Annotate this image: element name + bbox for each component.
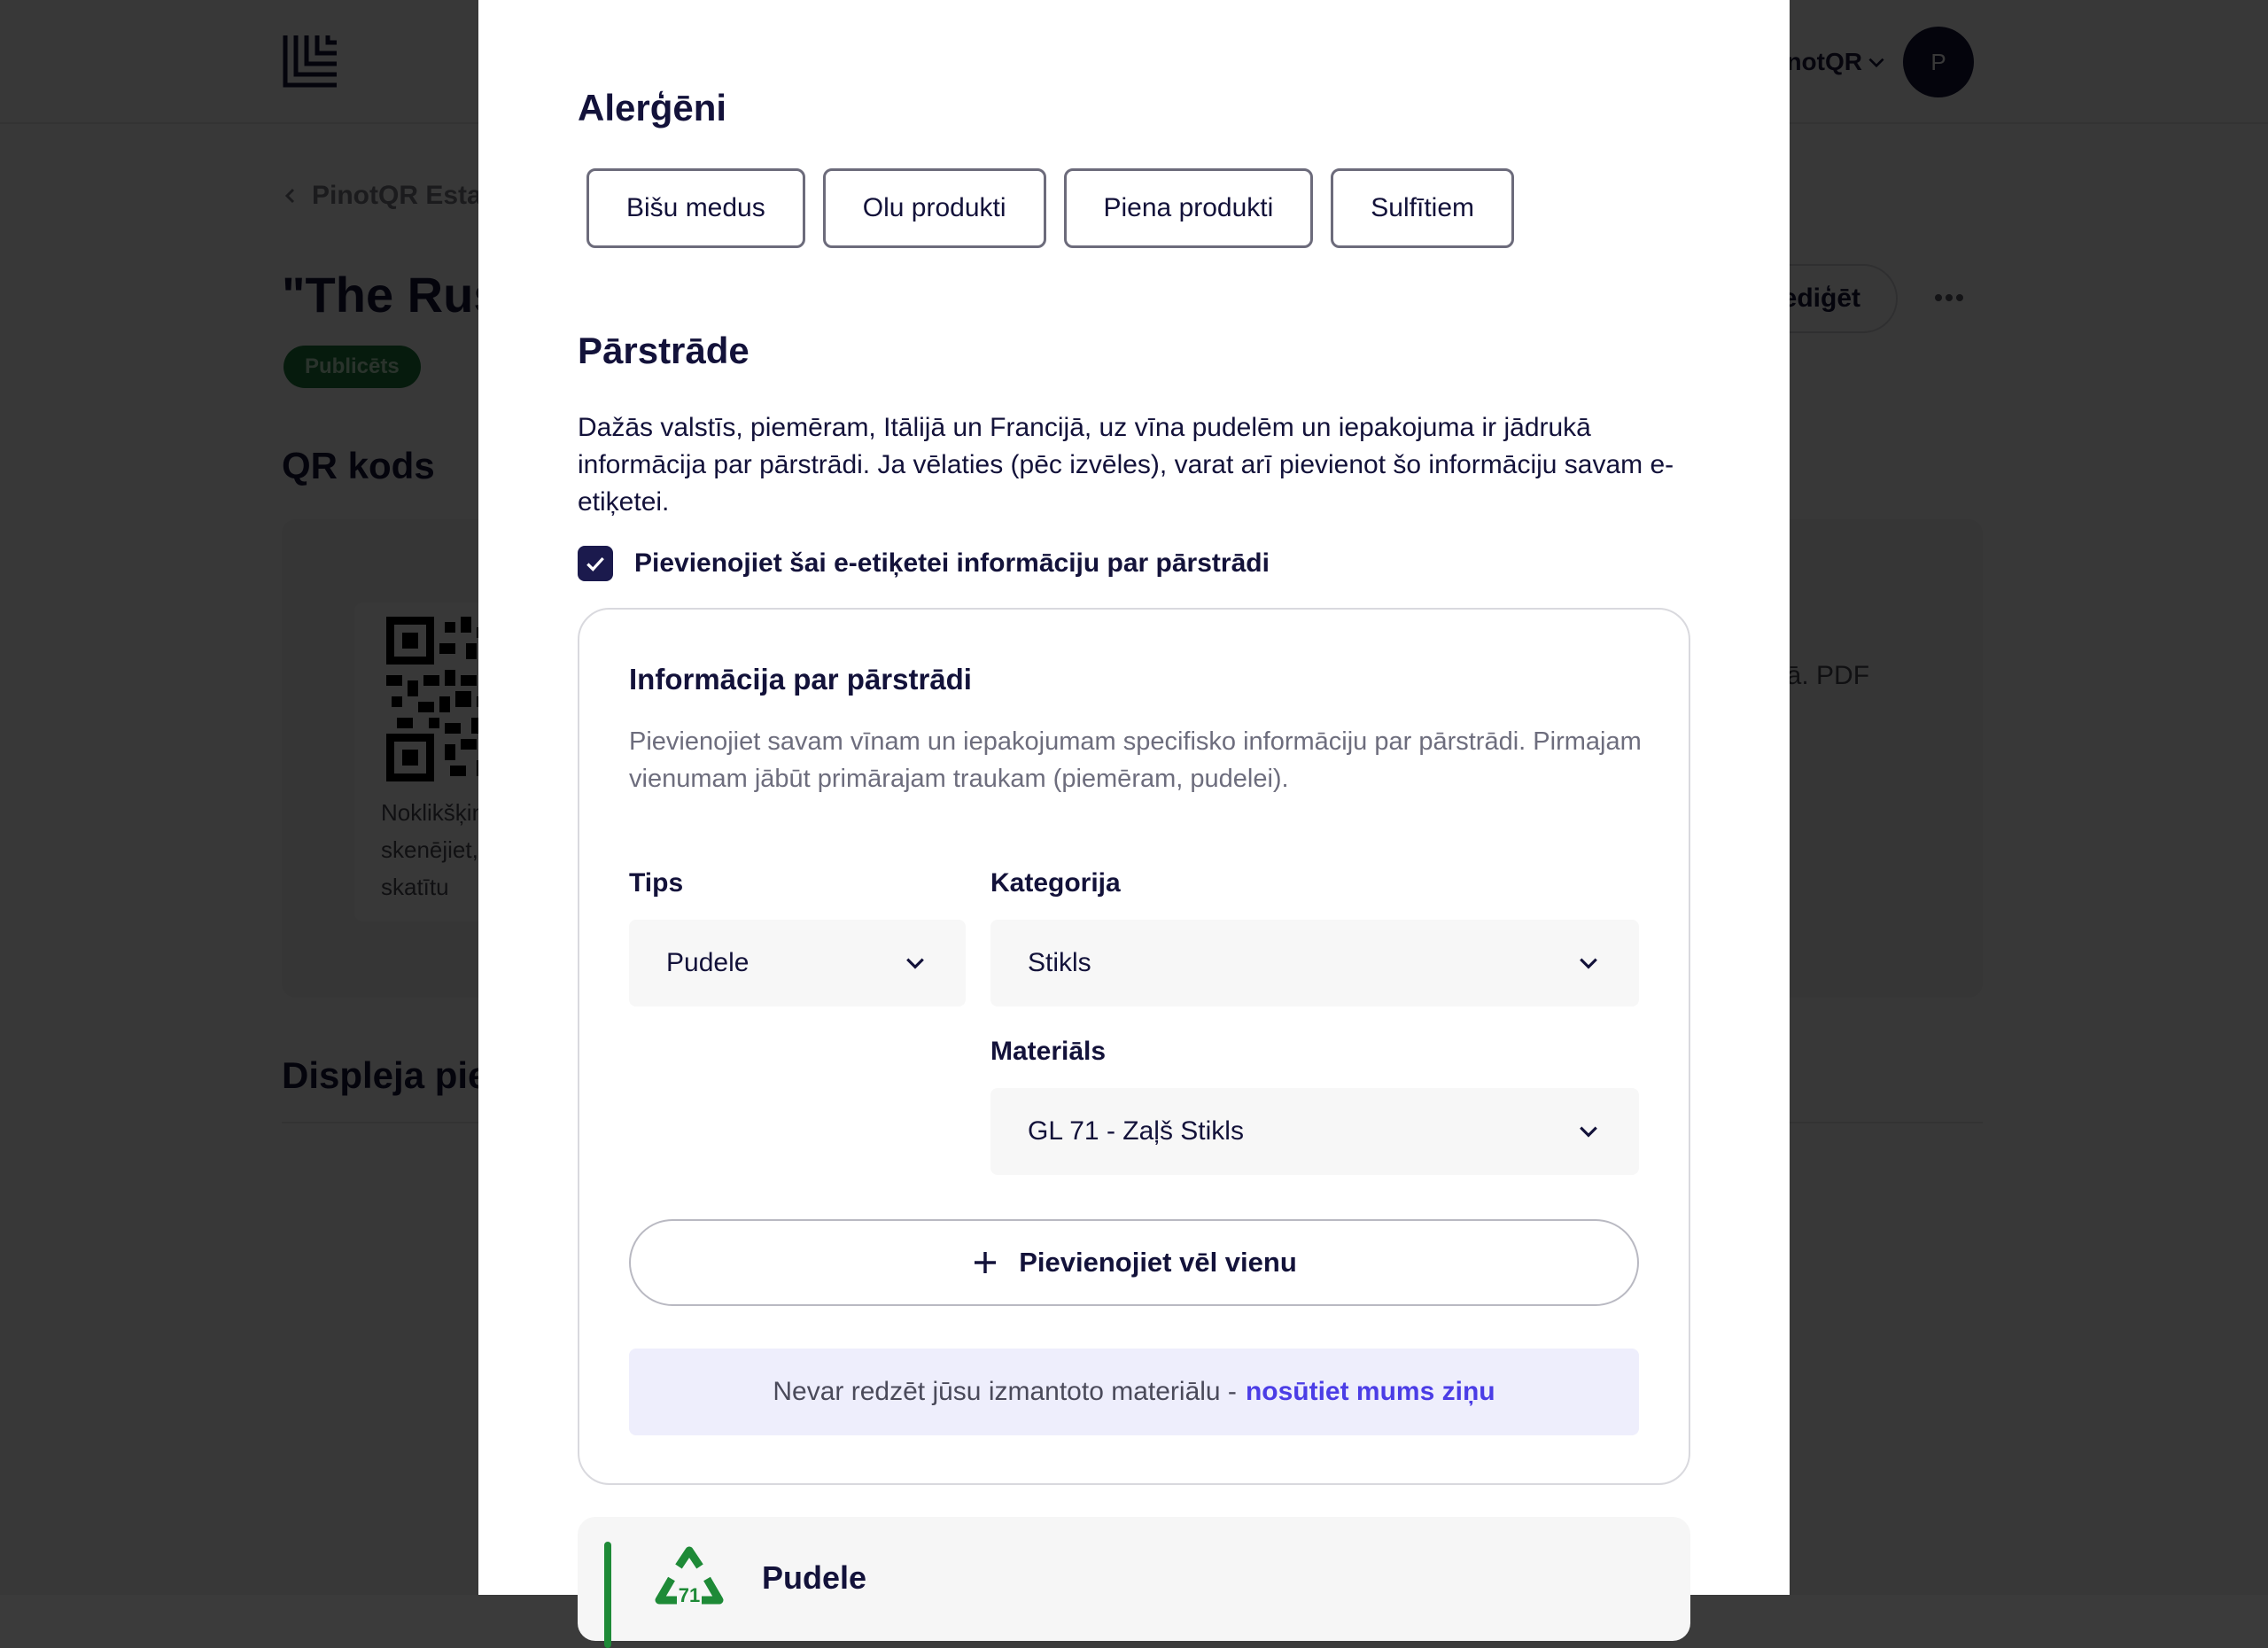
recycling-checkbox-row[interactable] xyxy=(578,546,1270,581)
add-another-button[interactable] xyxy=(629,1219,1639,1306)
category-select[interactable] xyxy=(990,920,1639,1007)
recycling-card-title: Informācija par pārstrādi xyxy=(629,663,972,696)
recycling-checkbox[interactable] xyxy=(578,546,613,581)
type-label: Tips xyxy=(629,868,684,898)
add-another-label: Pievienojiet vēl vienu xyxy=(1019,1247,1297,1278)
recycling-heading: Pārstrāde xyxy=(578,330,750,371)
chevron-down-icon xyxy=(1575,950,1602,976)
chevron-down-icon xyxy=(902,950,928,976)
allergen-chip-list xyxy=(586,168,1514,248)
recycling-preview-item xyxy=(578,1517,1690,1641)
material-select[interactable] xyxy=(990,1088,1639,1175)
contact-us-link[interactable]: nosūtiet mums ziņu xyxy=(1245,1377,1495,1406)
category-select-value: Stikls xyxy=(1028,948,1091,977)
checkmark-icon xyxy=(584,552,607,575)
recycling-checkbox-label[interactable]: Pievienojiet šai e-etiķetei informāciju par pārstrādi xyxy=(634,548,1270,578)
plus-icon xyxy=(971,1248,999,1277)
chevron-down-icon xyxy=(1575,1118,1602,1145)
missing-material-notice xyxy=(629,1349,1639,1435)
allergen-chip-egg[interactable]: Olu produkti xyxy=(823,168,1046,248)
edit-label-modal xyxy=(478,0,1790,1606)
allergens-heading: Alerģēni xyxy=(578,87,727,128)
recycling-description: Dažās valstīs, piemēram, Itālijā un Francijā, uz vīna pudelēm un iepakojuma ir jādrukā informācija par pārstrādi. Ja vēlaties (pēc izvēles), varat arī pievienot šo informāciju savam e-etiķetei. xyxy=(578,413,1674,517)
recycling-info-card xyxy=(578,608,1690,1485)
type-select[interactable] xyxy=(629,920,966,1007)
missing-material-text: Nevar redzēt jūsu izmantoto materiālu - xyxy=(773,1377,1237,1406)
preview-item-label: Pudele xyxy=(762,1559,867,1596)
allergen-chip-sulfites[interactable]: Sulfītiem xyxy=(1331,168,1514,248)
material-select-value: GL 71 - Zaļš Stikls xyxy=(1028,1116,1244,1146)
preview-accent-bar xyxy=(604,1542,611,1648)
material-label: Materiāls xyxy=(990,1037,1107,1066)
recycling-symbol-icon xyxy=(645,1540,734,1629)
recycling-code: 71 xyxy=(678,1584,701,1606)
allergen-chip-honey[interactable]: Bišu medus xyxy=(586,168,805,248)
category-label: Kategorija xyxy=(990,868,1121,898)
type-select-value: Pudele xyxy=(666,948,750,977)
recycling-card-description: Pievienojiet savam vīnam un iepakojumam specifisko informāciju par pārstrādi. Pirmajam vienumam jābūt primārajam traukam (piemēram, pudelei). xyxy=(629,727,1642,793)
allergen-chip-milk[interactable]: Piena produkti xyxy=(1064,168,1314,248)
